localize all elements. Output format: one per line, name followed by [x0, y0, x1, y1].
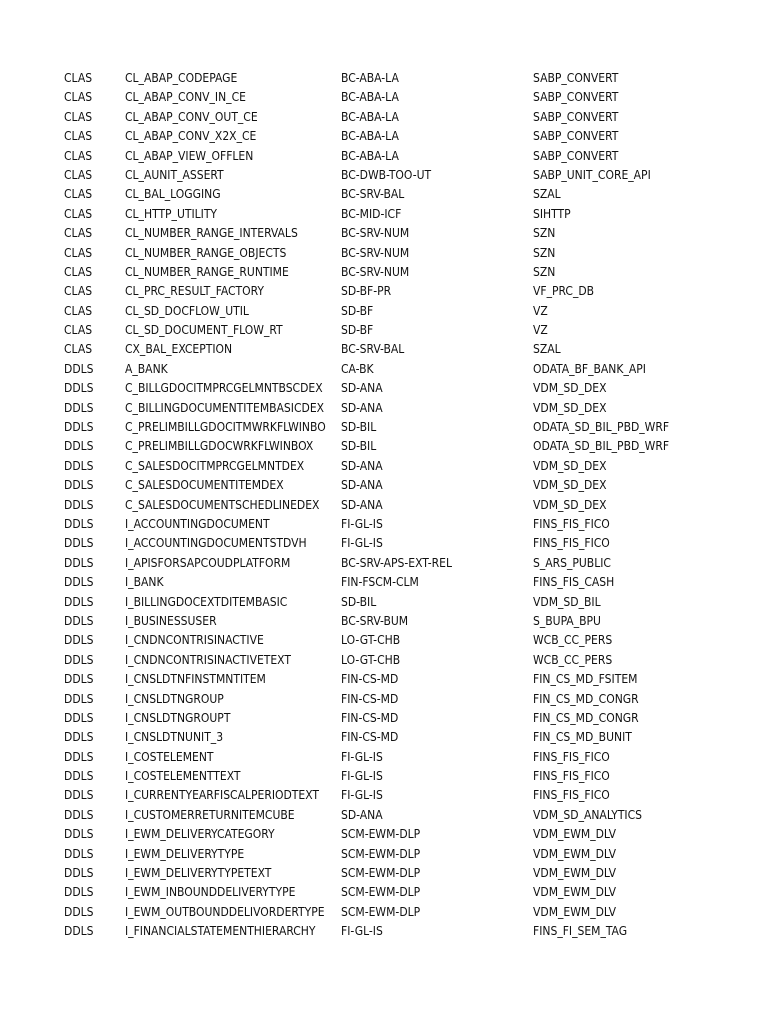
object-type-cell: DDLS	[64, 478, 94, 493]
object-type-cell: DDLS	[64, 885, 94, 900]
table-row	[64, 573, 768, 592]
package-cell: VF_PRC_DB	[533, 284, 595, 299]
application-component-cell: LO-GT-CHB	[341, 652, 401, 667]
object-type-cell: DDLS	[64, 555, 94, 570]
package-cell: WCB_CC_PERS	[533, 633, 613, 648]
application-component-cell: FIN-CS-MD	[341, 710, 399, 725]
table-row	[64, 437, 768, 456]
application-component-cell: SD-ANA	[341, 400, 383, 415]
object-name-cell: I_CUSTOMERRETURNITEMCUBE	[125, 807, 295, 822]
object-name-cell: I_CNSLDTNUNIT_3	[125, 730, 224, 745]
object-name-cell: I_EWM_DELIVERYTYPETEXT	[125, 866, 272, 881]
application-component-cell: SD-BIL	[341, 439, 377, 454]
table-row	[64, 728, 768, 747]
object-name-cell: I_EWM_DELIVERYCATEGORY	[125, 827, 275, 842]
object-type-cell: CLAS	[64, 226, 93, 241]
application-component-cell: SD-ANA	[341, 381, 383, 396]
package-cell: FIN_CS_MD_CONGR	[533, 710, 639, 725]
object-type-cell: CLAS	[64, 129, 93, 144]
table-row	[64, 379, 768, 398]
package-cell: SABP_CONVERT	[533, 109, 619, 124]
package-cell: VDM_EWM_DLV	[533, 866, 617, 881]
table-row	[64, 515, 768, 534]
package-cell: SABP_CONVERT	[533, 90, 619, 105]
object-type-cell: DDLS	[64, 846, 94, 861]
table-row	[64, 360, 768, 379]
object-name-cell: C_PRELIMBILLGDOCWRKFLWINBOX	[125, 439, 314, 454]
object-name-cell: CL_ABAP_CODEPAGE	[125, 71, 238, 85]
application-component-cell: BC-MID-ICF	[341, 206, 402, 221]
application-component-cell: SD-ANA	[341, 478, 383, 493]
object-type-cell: DDLS	[64, 497, 94, 512]
table-row	[64, 786, 768, 805]
object-name-cell: CL_ABAP_CONV_IN_CE	[125, 90, 246, 105]
application-component-cell: FI-GL-IS	[341, 924, 383, 939]
table-row	[64, 670, 768, 689]
object-type-cell: DDLS	[64, 672, 94, 687]
object-name-cell: CL_HTTP_UTILITY	[125, 206, 218, 221]
table-row	[64, 457, 768, 476]
table-row	[64, 748, 768, 767]
object-type-cell: DDLS	[64, 769, 94, 784]
table-row	[64, 418, 768, 437]
package-cell: VDM_SD_DEX	[533, 381, 607, 396]
package-cell: VDM_EWM_DLV	[533, 885, 617, 900]
object-name-cell: CL_AUNIT_ASSERT	[125, 167, 224, 182]
package-cell: VDM_EWM_DLV	[533, 846, 617, 861]
object-name-cell: I_CNDNCONTRISINACTIVETEXT	[125, 652, 291, 667]
object-type-cell: DDLS	[64, 420, 94, 435]
object-type-cell: DDLS	[64, 710, 94, 725]
object-name-cell: CL_ABAP_VIEW_OFFLEN	[125, 148, 254, 163]
package-cell: FINS_FIS_FICO	[533, 769, 610, 784]
object-type-cell: DDLS	[64, 613, 94, 628]
object-type-cell: CLAS	[64, 342, 93, 357]
package-cell: VDM_SD_BIL	[533, 594, 601, 609]
application-component-cell: SD-BF	[341, 323, 374, 338]
table-row	[64, 263, 768, 282]
package-cell: VDM_SD_DEX	[533, 478, 607, 493]
package-cell: ODATA_BF_BANK_API	[533, 361, 646, 376]
object-name-cell: I_COSTELEMENT	[125, 749, 214, 764]
table-row	[64, 282, 768, 301]
object-name-cell: CL_NUMBER_RANGE_OBJECTS	[125, 245, 287, 260]
application-component-cell: BC-DWB-TOO-UT	[341, 167, 432, 182]
package-cell: SZAL	[533, 187, 561, 202]
object-name-cell: CL_ABAP_CONV_OUT_CE	[125, 109, 258, 124]
table-row	[64, 825, 768, 844]
table-row	[64, 244, 768, 263]
application-component-cell: BC-SRV-BAL	[341, 342, 405, 357]
object-name-cell: I_APISFORSAPCOUDPLATFORM	[125, 555, 291, 570]
table-row	[64, 147, 768, 166]
object-name-cell: CL_BAL_LOGGING	[125, 187, 221, 202]
object-name-cell: C_PRELIMBILLGDOCITMWRKFLWINBO	[125, 420, 326, 435]
object-type-cell: DDLS	[64, 516, 94, 531]
application-component-cell: BC-ABA-LA	[341, 148, 399, 163]
table-row	[64, 709, 768, 728]
table-row	[64, 903, 768, 922]
package-cell: SABP_UNIT_CORE_API	[533, 167, 651, 182]
table-row	[64, 922, 768, 941]
package-cell: FINS_FIS_FICO	[533, 516, 610, 531]
application-component-cell: SCM-EWM-DLP	[341, 846, 421, 861]
package-cell: VDM_SD_DEX	[533, 458, 607, 473]
object-type-cell: DDLS	[64, 575, 94, 590]
package-cell: SABP_CONVERT	[533, 148, 619, 163]
object-type-cell: CLAS	[64, 264, 93, 279]
package-cell: SABP_CONVERT	[533, 71, 619, 85]
application-component-cell: BC-SRV-NUM	[341, 226, 410, 241]
package-cell: ODATA_SD_BIL_PBD_WRF	[533, 420, 670, 435]
object-type-cell: DDLS	[64, 904, 94, 919]
object-name-cell: C_SALESDOCITMPRCGELMNTDEX	[125, 458, 305, 473]
package-cell: FINS_FIS_CASH	[533, 575, 615, 590]
table-row	[64, 88, 768, 107]
package-cell: VDM_SD_ANALYTICS	[533, 807, 642, 822]
application-component-cell: SD-BIL	[341, 420, 377, 435]
table-row	[64, 321, 768, 340]
package-cell: FINS_FI_SEM_TAG	[533, 924, 628, 939]
object-type-cell: DDLS	[64, 633, 94, 648]
application-component-cell: SCM-EWM-DLP	[341, 866, 421, 881]
object-type-cell: DDLS	[64, 866, 94, 881]
object-type-cell: CLAS	[64, 187, 93, 202]
table-row	[64, 534, 768, 553]
object-name-cell: CL_NUMBER_RANGE_RUNTIME	[125, 264, 289, 279]
object-name-cell: I_EWM_DELIVERYTYPE	[125, 846, 245, 861]
table-row	[64, 593, 768, 612]
application-component-cell: LO-GT-CHB	[341, 633, 401, 648]
object-name-cell: CX_BAL_EXCEPTION	[125, 342, 233, 357]
application-component-cell: FIN-CS-MD	[341, 730, 399, 745]
table-row	[64, 476, 768, 495]
object-type-cell: DDLS	[64, 536, 94, 551]
package-cell: SABP_CONVERT	[533, 129, 619, 144]
object-name-cell: I_ACCOUNTINGDOCUMENTSTDVH	[125, 536, 307, 551]
object-name-cell: I_CNSLDTNGROUPT	[125, 710, 231, 725]
package-cell: S_BUPA_BPU	[533, 613, 601, 628]
object-type-cell: DDLS	[64, 361, 94, 376]
package-cell: SZN	[533, 226, 556, 241]
table-row	[64, 340, 768, 359]
application-component-cell: FI-GL-IS	[341, 788, 383, 803]
table-row	[64, 806, 768, 825]
package-cell: FIN_CS_MD_FSITEM	[533, 672, 638, 687]
application-component-cell: FI-GL-IS	[341, 769, 383, 784]
application-component-cell: SD-ANA	[341, 807, 383, 822]
application-component-cell: SD-BF	[341, 303, 374, 318]
object-name-cell: I_COSTELEMENTTEXT	[125, 769, 241, 784]
application-component-cell: SD-BF-PR	[341, 284, 392, 299]
object-type-cell: DDLS	[64, 691, 94, 706]
application-component-cell: SCM-EWM-DLP	[341, 885, 421, 900]
table-row	[64, 205, 768, 224]
application-component-cell: FIN-CS-MD	[341, 691, 399, 706]
application-component-cell: SD-ANA	[341, 497, 383, 512]
object-type-cell: CLAS	[64, 109, 93, 124]
application-component-cell: BC-SRV-APS-EXT-REL	[341, 555, 453, 570]
object-name-cell: I_ACCOUNTINGDOCUMENT	[125, 516, 270, 531]
object-type-cell: CLAS	[64, 323, 93, 338]
application-component-cell: SCM-EWM-DLP	[341, 827, 421, 842]
object-type-cell: CLAS	[64, 206, 93, 221]
application-component-cell: BC-SRV-BAL	[341, 187, 405, 202]
object-type-cell: DDLS	[64, 827, 94, 842]
object-name-cell: I_EWM_INBOUNDDELIVERYTYPE	[125, 885, 296, 900]
table-row	[64, 166, 768, 185]
application-component-cell: BC-ABA-LA	[341, 71, 399, 85]
object-name-cell: I_BUSINESSUSER	[125, 613, 217, 628]
application-component-cell: CA-BK	[341, 361, 374, 376]
object-name-cell: I_CURRENTYEARFISCALPERIODTEXT	[125, 788, 319, 803]
package-cell: VDM_SD_DEX	[533, 400, 607, 415]
application-component-cell: FI-GL-IS	[341, 536, 383, 551]
object-name-cell: CL_SD_DOCFLOW_UTIL	[125, 303, 249, 318]
object-type-cell: DDLS	[64, 730, 94, 745]
table-row	[64, 224, 768, 243]
object-name-cell: C_SALESDOCUMENTITEMDEX	[125, 478, 284, 493]
object-name-cell: I_BANK	[125, 575, 164, 590]
object-name-cell: I_CNDNCONTRISINACTIVE	[125, 633, 264, 648]
object-type-cell: CLAS	[64, 245, 93, 260]
object-name-cell: I_CNSLDTNFINSTMNTITEM	[125, 672, 266, 687]
table-row	[64, 767, 768, 786]
package-cell: SZN	[533, 264, 556, 279]
object-list-table	[64, 69, 768, 942]
table-row	[64, 554, 768, 573]
object-type-cell: DDLS	[64, 594, 94, 609]
object-type-cell: CLAS	[64, 148, 93, 163]
package-cell: FINS_FIS_FICO	[533, 536, 610, 551]
package-cell: SZAL	[533, 342, 561, 357]
table-row	[64, 631, 768, 650]
application-component-cell: SCM-EWM-DLP	[341, 904, 421, 919]
application-component-cell: BC-SRV-NUM	[341, 264, 410, 279]
application-component-cell: BC-SRV-NUM	[341, 245, 410, 260]
table-row	[64, 127, 768, 146]
object-type-cell: CLAS	[64, 284, 93, 299]
application-component-cell: FIN-FSCM-CLM	[341, 575, 419, 590]
table-row	[64, 845, 768, 864]
object-type-cell: DDLS	[64, 381, 94, 396]
package-cell: ODATA_SD_BIL_PBD_WRF	[533, 439, 670, 454]
package-cell: S_ARS_PUBLIC	[533, 555, 611, 570]
package-cell: WCB_CC_PERS	[533, 652, 613, 667]
application-component-cell: BC-SRV-BUM	[341, 613, 409, 628]
object-name-cell: I_BILLINGDOCEXTDITEMBASIC	[125, 594, 288, 609]
object-name-cell: C_BILLGDOCITMPRCGELMNTBSCDEX	[125, 381, 323, 396]
object-name-cell: I_EWM_OUTBOUNDDELIVORDERTYPE	[125, 904, 325, 919]
object-name-cell: C_SALESDOCUMENTSCHEDLINEDEX	[125, 497, 320, 512]
object-type-cell: CLAS	[64, 71, 93, 85]
table-row	[64, 651, 768, 670]
package-cell: SIHTTP	[533, 206, 571, 221]
object-name-cell: CL_NUMBER_RANGE_INTERVALS	[125, 226, 298, 241]
object-type-cell: CLAS	[64, 167, 93, 182]
object-type-cell: DDLS	[64, 749, 94, 764]
package-cell: FINS_FIS_FICO	[533, 788, 610, 803]
object-type-cell: CLAS	[64, 90, 93, 105]
table-row	[64, 864, 768, 883]
object-type-cell: DDLS	[64, 652, 94, 667]
package-cell: VDM_EWM_DLV	[533, 827, 617, 842]
application-component-cell: FIN-CS-MD	[341, 672, 399, 687]
package-cell: FIN_CS_MD_CONGR	[533, 691, 639, 706]
table-row	[64, 399, 768, 418]
table-row	[64, 108, 768, 127]
object-type-cell: DDLS	[64, 807, 94, 822]
application-component-cell: BC-ABA-LA	[341, 109, 399, 124]
object-name-cell: CL_ABAP_CONV_X2X_CE	[125, 129, 257, 144]
table-row	[64, 883, 768, 902]
package-cell: VDM_SD_DEX	[533, 497, 607, 512]
object-name-cell: I_FINANCIALSTATEMENTHIERARCHY	[125, 924, 316, 939]
object-name-cell: CL_SD_DOCUMENT_FLOW_RT	[125, 323, 283, 338]
object-type-cell: DDLS	[64, 924, 94, 939]
application-component-cell: FI-GL-IS	[341, 516, 383, 531]
application-component-cell: SD-ANA	[341, 458, 383, 473]
object-type-cell: DDLS	[64, 439, 94, 454]
table-row	[64, 612, 768, 631]
object-name-cell: C_BILLINGDOCUMENTITEMBASICDEX	[125, 400, 325, 415]
object-type-cell: CLAS	[64, 303, 93, 318]
object-name-cell: I_CNSLDTNGROUP	[125, 691, 224, 706]
table-row	[64, 69, 768, 88]
object-type-cell: DDLS	[64, 788, 94, 803]
table-row	[64, 690, 768, 709]
package-cell: VDM_EWM_DLV	[533, 904, 617, 919]
package-cell: SZN	[533, 245, 556, 260]
object-name-cell: A_BANK	[125, 361, 168, 376]
package-cell: VZ	[533, 323, 548, 338]
table-row	[64, 302, 768, 321]
object-type-cell: DDLS	[64, 400, 94, 415]
application-component-cell: FI-GL-IS	[341, 749, 383, 764]
table-row	[64, 185, 768, 204]
package-cell: VZ	[533, 303, 548, 318]
object-name-cell: CL_PRC_RESULT_FACTORY	[125, 284, 264, 299]
package-cell: FIN_CS_MD_BUNIT	[533, 730, 632, 745]
object-type-cell: DDLS	[64, 458, 94, 473]
package-cell: FINS_FIS_FICO	[533, 749, 610, 764]
application-component-cell: SD-BIL	[341, 594, 377, 609]
application-component-cell: BC-ABA-LA	[341, 90, 399, 105]
application-component-cell: BC-ABA-LA	[341, 129, 399, 144]
table-row	[64, 496, 768, 515]
